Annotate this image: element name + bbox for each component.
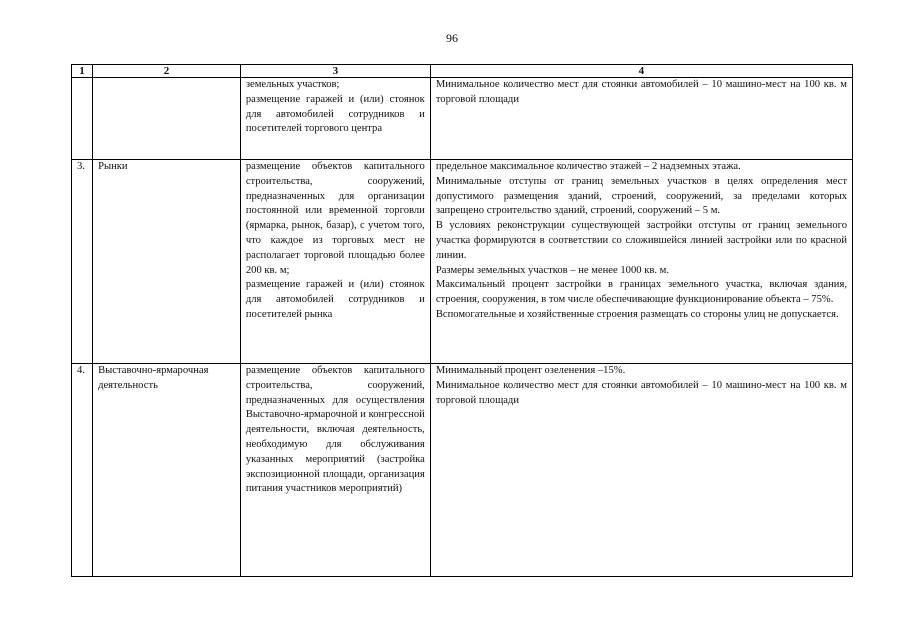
permitted-uses-cell: [240, 78, 430, 160]
use-text: размещение гаражей и (или) стоянок для автомобилей сотрудников и посетителей рынка: [245, 279, 425, 320]
header-col-1: 1: [72, 65, 93, 78]
parameter-text: Максимальный процент застройки в границах земельного участка, включая здания, строения, сооружения, в том числе обеспечивающие функционирование объекта – 75%.: [435, 279, 847, 306]
row-name: Рынки: [93, 160, 241, 364]
header-col-4: 4: [430, 65, 852, 78]
table-row: [72, 78, 853, 160]
parameter-text: Вспомогательные и хозяйственные строения размещать со стороны улиц не допускается.: [435, 308, 839, 320]
row-name: Выставочно-ярмарочная деятельность: [93, 364, 241, 577]
parameter-text: Минимальные отступы от границ земельных участков в целях определения мест допустимого размещения зданий, строений, сооружений, за пределами которых запрещено строительство зданий, строений, сооружений – 5 м.: [435, 175, 847, 217]
parameter-text: предельное максимальное количество этажей – 2 надземных этажа.: [435, 161, 741, 172]
header-col-3: 3: [240, 65, 430, 78]
row-number: 3.: [72, 160, 93, 364]
parameters-cell: [430, 160, 852, 364]
use-text: земельных участков;: [245, 79, 340, 90]
parameters-cell: [430, 364, 852, 577]
use-text: размещение гаражей и (или) стоянок для автомобилей сотрудников и посетителей торгового центра: [245, 93, 425, 135]
page-number: 96: [446, 31, 458, 45]
zoning-table: [71, 64, 853, 577]
row-number: [72, 78, 93, 160]
header-col-2: 2: [93, 65, 241, 78]
row-name: [93, 78, 241, 160]
permitted-uses-cell: [240, 364, 430, 577]
parameters-cell: [430, 78, 852, 160]
table-row: [72, 160, 853, 364]
parameter-text: Размеры земельных участков – не менее 1000 кв. м.: [435, 264, 669, 276]
parameter-text: В условиях реконструкции существующей застройки отступы от границ земельного участка формируются в соответствии со сложившейся линией застройки или по красной линии.: [435, 220, 847, 261]
table-row: [72, 364, 853, 577]
parameter-text: Минимальный процент озеленения –15%.: [435, 365, 626, 376]
row-number: 4.: [72, 364, 93, 577]
parameter-text: Минимальное количество мест для стоянки автомобилей – 10 машино-мест на 100 кв. м торговой площади: [435, 79, 847, 105]
permitted-uses-cell: [240, 160, 430, 364]
use-text: размещение объектов капитального строительства, сооружений, предназначенных для организации постоянной или временной торговли (ярмарка, рынок, базар), с учетом того, что каждое из торговых мест не располагает торговой площадью более 200 кв. м;: [245, 161, 425, 276]
table-header-row: [72, 65, 853, 78]
parameter-text: Минимальное количество мест для стоянки автомобилей – 10 машино-мест на 100 кв. м торговой площади: [435, 379, 847, 406]
use-text: размещение объектов капитального строительства, сооружений, предназначенных для осуществления Выставочно-ярмарочной и конгрессной деятельности, включая деятельность, необходимую для обслуживания указанных мероприятий (застройка экспозиционной площади, организация питания участников мероприятий): [245, 365, 425, 495]
